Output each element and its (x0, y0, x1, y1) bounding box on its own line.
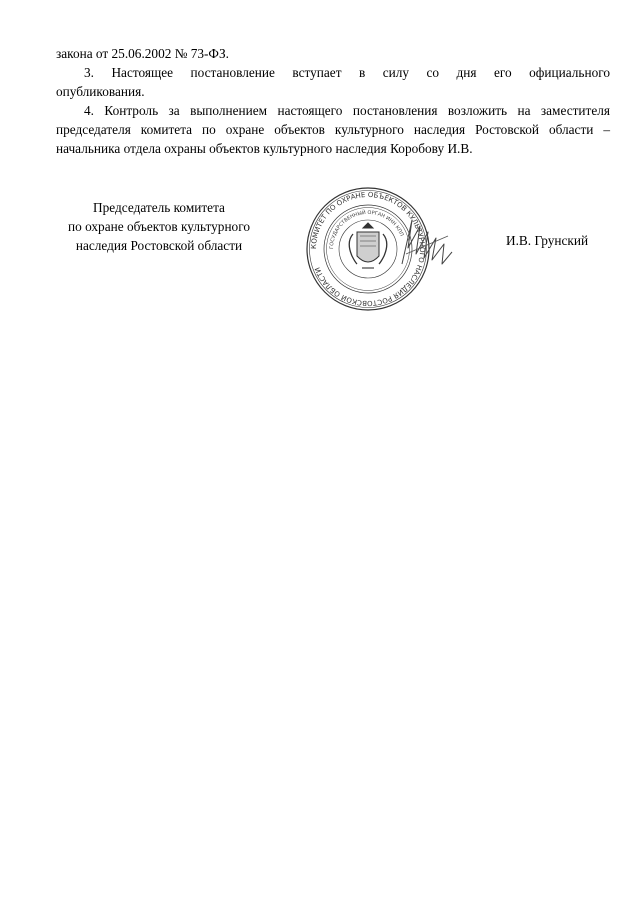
paragraph-4-line-3: начальника отдела охраны объектов культурного наследия Коробову И.В. (56, 141, 473, 156)
paragraph-4-line-1: 4. Контроль за выполнением настоящего постановления возложить на заместителя (84, 103, 610, 118)
paragraph-3-line-1: 3. Настоящее постановление вступает в силу со дня его официального (84, 65, 610, 80)
paragraph-4-line-2: председателя комитета по охране объектов культурного наследия Ростовской области – (56, 122, 610, 137)
signatory-position (55, 198, 263, 255)
seal-outer-text: КОМИТЕТ ПО ОХРАНЕ ОБЪЕКТОВ КУЛЬТУРНОГО НАСЛЕДИЯ РОСТОВСКОЙ ОБЛАСТИ (309, 190, 427, 308)
coat-of-arms-icon (349, 223, 387, 268)
position-line-3: наследия Ростовской области (75, 238, 243, 253)
document-body (56, 44, 610, 158)
signer-name: И.В. Грунский (506, 233, 589, 248)
seal-inner-text: ГОСУДАРСТВЕННЫЙ ОРГАН ИНН КПП (328, 209, 405, 250)
text-line-law-ref: закона от 25.06.2002 № 73-ФЗ. (56, 46, 229, 61)
paragraph-3-line-2: опубликования. (56, 84, 145, 99)
position-line-1: Председатель комитета (93, 200, 225, 215)
position-line-2: по охране объектов культурного (68, 219, 250, 234)
handwritten-signature (398, 214, 456, 270)
